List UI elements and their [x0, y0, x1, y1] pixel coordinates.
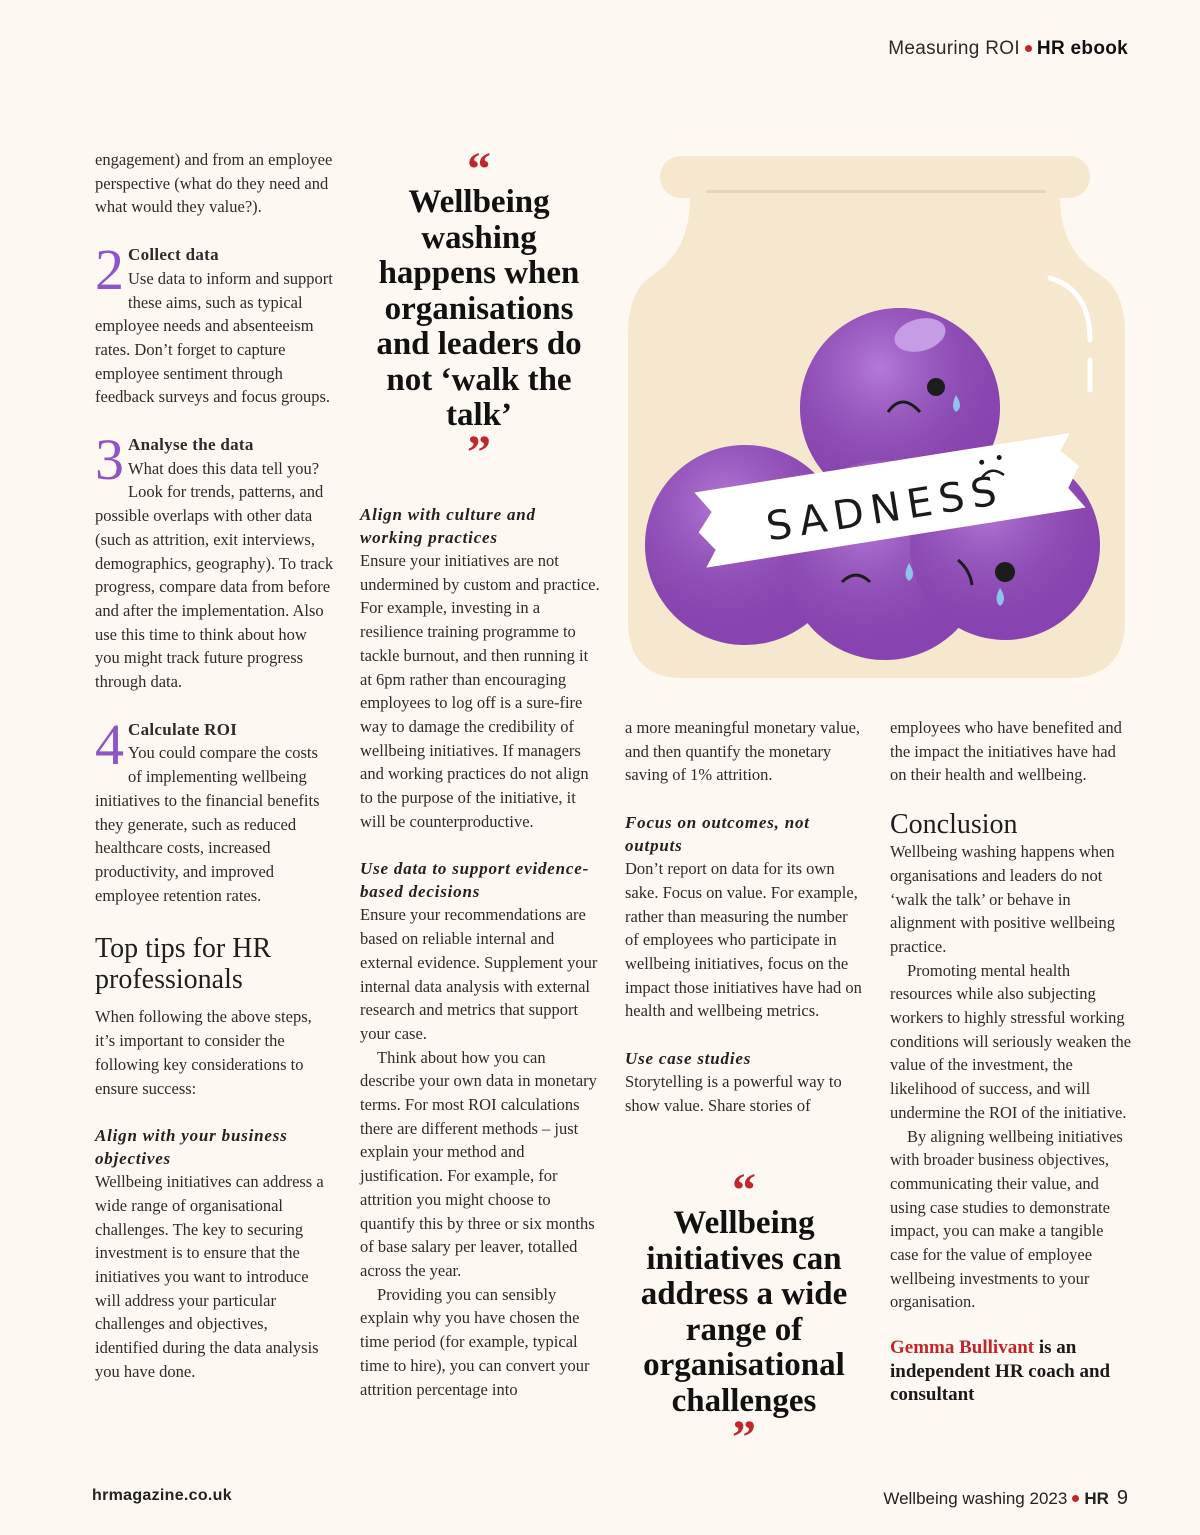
step-heading: Collect data — [128, 245, 219, 265]
column-3 — [625, 716, 863, 1117]
intro-text: engagement) and from an employee perspective (what do they need and what would they value?). — [95, 150, 333, 217]
jar-graphic — [620, 150, 1130, 685]
running-header — [888, 38, 1128, 60]
brand-title: HR ebook — [1036, 38, 1128, 59]
outcomes-body: Don’t report on data for its own sake. Focus on value. For example, rather than measuring the number of employees who participate in wellbeing initiatives, focus on the impact those initiatives have had on health and wellbeing metrics. — [625, 859, 862, 1021]
column-4 — [890, 716, 1135, 1407]
conclusion-p3: By aligning wellbeing initiatives with broader business objectives, communicating their value, and using case studies to demonstrate impact, you can make a tangible case for the value of employee wellbeing investments to your organisation. — [890, 1126, 1123, 1312]
step-body: Use data to inform and support these aims, such as typical employee needs and absenteeism rates. Don’t forget to capture employee sentiment through feedback surveys and focus groups. — [95, 268, 333, 407]
tips-heading: Top tips for HR professionals — [95, 933, 272, 996]
running-footer — [883, 1487, 1128, 1510]
open-quote-mark: “ — [732, 1164, 756, 1217]
outcomes-heading: Focus on outcomes, not outputs — [625, 813, 810, 856]
step-body: You could compare the costs of implementing wellbeing initiatives to the financial benefits they generate, such as reduced healthcare costs, increased productivity, and improved employee retention rates. — [95, 743, 320, 905]
site-url: hrmagazine.co.uk — [92, 1487, 232, 1504]
page-number: 9 — [1116, 1487, 1128, 1509]
sad-jar-illustration — [620, 150, 1130, 685]
column-4-continuation: employees who have benefited and the impact the initiatives have had on their health and wellbeing. — [890, 718, 1122, 785]
step-number: 3 — [95, 427, 124, 493]
culture-heading: Align with culture and working practices — [360, 505, 536, 547]
column-3-continuation: a more meaningful monetary value, and then quantify the monetary saving of 1% attrition. — [625, 718, 861, 785]
case-studies-body: Storytelling is a powerful way to show value. Share stories of — [625, 1072, 842, 1115]
author-byline — [890, 1336, 1135, 1407]
author-name: Gemma Bullivant — [890, 1337, 1035, 1359]
close-quote-mark: ” — [467, 425, 491, 479]
column-1 — [95, 148, 335, 1384]
conclusion-heading: Conclusion — [890, 809, 1018, 841]
issue-title: Wellbeing washing 2023 — [883, 1489, 1068, 1508]
step-heading: Calculate ROI — [128, 719, 238, 739]
close-quote-mark: ” — [732, 1411, 756, 1464]
step-body: What does this data tell you? Look for trends, patterns, and possible overlaps with other data (such as attrition, exit interviews, demographics, geography). To track progress, compare data from before and after the implementation. Also use this time to think about how you might track future progress through data. — [95, 458, 334, 692]
align-business-heading: Align with your business objectives — [95, 1126, 288, 1169]
bullet-dot — [1025, 45, 1032, 52]
conclusion-p1: Wellbeing washing happens when organisations and leaders do not ‘walk the talk’ or behave in alignment with positive wellbeing practice. — [890, 842, 1116, 956]
step-3 — [95, 427, 335, 694]
data-body-3: Providing you can sensibly explain why you have chosen the time period (for example, typical time to hire), you can convert your attrition percentage into — [360, 1284, 590, 1399]
tips-intro: When following the above steps, it’s important to consider the following key considerations to ensure success: — [95, 1007, 312, 1098]
column-2 — [360, 503, 600, 1401]
bullet-dot — [1072, 1495, 1079, 1502]
step-4 — [95, 711, 335, 908]
step-heading: Analyse the data — [128, 435, 254, 455]
author-description: is an independent HR coach and consultant — [890, 1337, 1111, 1406]
sadness-label: SADNESS — [763, 467, 1007, 551]
conclusion-p2: Promoting mental health resources while also subjecting workers to highly stressful working conditions will seriously weaken the value of the investment, the likelihood of success, and will undermine the ROI of the initiative. — [890, 960, 1132, 1122]
pullquote-text: Wellbeing washing happens when organisations and leaders do not ‘walk the talk’ — [376, 184, 582, 433]
pullquote-2 — [625, 1164, 863, 1464]
align-business-body: Wellbeing initiatives can address a wide range of organisational challenges. The key to securing investment is to ensure that the initiatives you want to introduce will address your particular challenges and objectives, identified during the data analysis you have done. — [95, 1172, 324, 1381]
step-number: 2 — [95, 237, 124, 303]
pullquote-1 — [360, 143, 598, 479]
step-number: 4 — [95, 711, 124, 777]
open-quote-mark: “ — [467, 143, 491, 196]
culture-body: Ensure your initiatives are not undermined by custom and practice. For example, investing in a resilience training programme to tackle burnout, and then running it at 6pm rather than encouraging employees to log off is a sure-fire way to damage the credibility of wellbeing initiatives. If managers and working practices do not align to the purpose of the initiative, it will be counterproductive. — [360, 551, 600, 831]
step-2 — [95, 237, 335, 409]
case-studies-heading: Use case studies — [625, 1049, 752, 1069]
footer-brand: HR — [1084, 1489, 1109, 1508]
data-heading: Use data to support evidence-based decisions — [360, 859, 590, 902]
section-title: Measuring ROI — [888, 38, 1020, 59]
data-body-2: Think about how you can describe your own data in monetary terms. For most ROI calculations there are different methods – just explain your method and justification. For example, for attrition you might choose to quantify this by three or six months of base salary per leaver, totalled across the year. — [360, 1047, 597, 1280]
pullquote-text: Wellbeing initiatives can address a wide range of organisational challenges — [640, 1205, 848, 1419]
data-body: Ensure your recommendations are based on reliable internal and external evidence. Supplement your internal data analysis with external research and metrics that support your case. — [360, 905, 598, 1043]
